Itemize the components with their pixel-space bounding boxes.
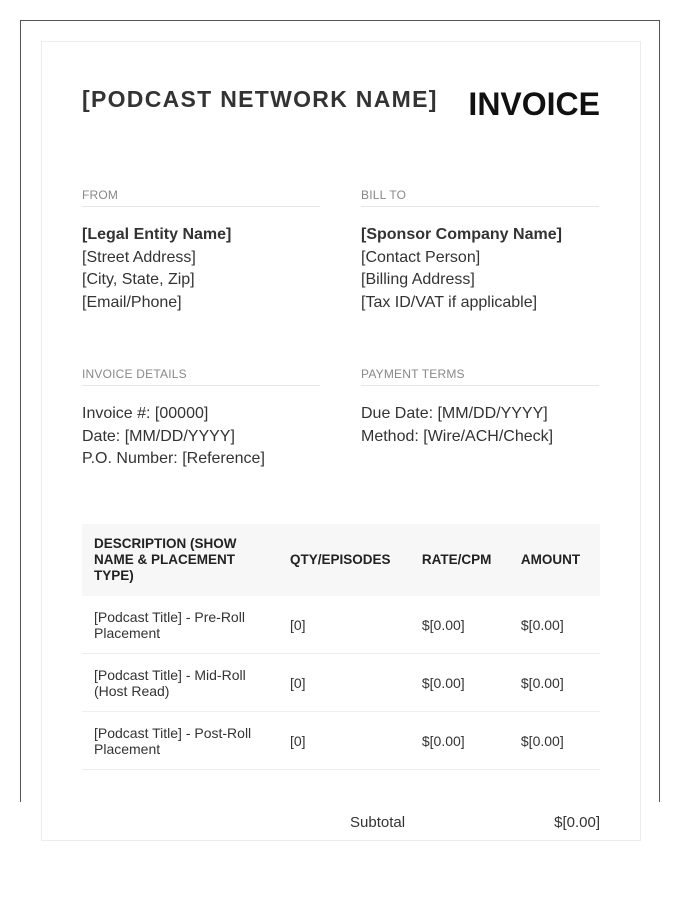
row-rate: $[0.00]	[410, 654, 509, 712]
document-frame	[20, 20, 660, 831]
payment-method: Method: [Wire/ACH/Check]	[361, 427, 554, 445]
subtotal-label: Subtotal	[350, 814, 406, 831]
payment-terms-section	[361, 367, 599, 448]
from-entity-name: [Legal Entity Name]	[82, 226, 232, 243]
network-name: [PODCAST NETWORK NAME]	[82, 86, 438, 112]
row-rate: $[0.00]	[410, 596, 509, 654]
from-street: [Street Address]	[82, 248, 196, 266]
row-rate: $[0.00]	[410, 712, 509, 770]
column-header-rate: RATE/CPM	[410, 524, 509, 596]
invoice-details-section	[82, 367, 320, 471]
subtotal-value: $[0.00]	[554, 814, 600, 831]
line-items-table	[82, 524, 600, 770]
column-header-amount: AMOUNT	[509, 524, 600, 596]
table-row	[82, 654, 600, 712]
invoice-details-label: INVOICE DETAILS	[82, 367, 320, 386]
bill-to-company-name: [Sponsor Company Name]	[361, 226, 562, 243]
po-number: P.O. Number: [Reference]	[82, 450, 265, 467]
bill-to-contact-person: [Contact Person]	[361, 248, 481, 266]
payment-terms-label: PAYMENT TERMS	[361, 367, 599, 386]
column-header-description: DESCRIPTION (SHOW NAME & PLACEMENT TYPE)	[82, 524, 278, 596]
row-qty: [0]	[278, 654, 410, 712]
table-row	[82, 712, 600, 770]
from-city-state-zip: [City, State, Zip]	[82, 271, 195, 288]
bill-to-billing-address: [Billing Address]	[361, 271, 475, 288]
from-contact: [Email/Phone]	[82, 293, 182, 311]
table-header-row	[82, 524, 600, 596]
bill-to-label: BILL TO	[361, 188, 599, 207]
row-amount: $[0.00]	[509, 654, 600, 712]
row-amount: $[0.00]	[509, 596, 600, 654]
invoice-title: INVOICE	[468, 86, 600, 122]
invoice-date: Date: [MM/DD/YYYY]	[82, 427, 235, 445]
row-description: [Podcast Title] - Pre-Roll Placement	[82, 596, 278, 654]
bill-to-section	[361, 188, 599, 314]
invoice-number: Invoice #: [00000]	[82, 405, 209, 422]
row-description: [Podcast Title] - Post-Roll Placement	[82, 712, 278, 770]
row-qty: [0]	[278, 712, 410, 770]
due-date: Due Date: [MM/DD/YYYY]	[361, 405, 548, 422]
table-row	[82, 596, 600, 654]
column-header-qty: QTY/EPISODES	[278, 524, 410, 596]
from-section	[82, 188, 320, 314]
row-qty: [0]	[278, 596, 410, 654]
row-description: [Podcast Title] - Mid-Roll (Host Read)	[82, 654, 278, 712]
from-label: FROM	[82, 188, 320, 207]
bill-to-tax-id: [Tax ID/VAT if applicable]	[361, 293, 538, 311]
row-amount: $[0.00]	[509, 712, 600, 770]
invoice-sheet	[41, 41, 641, 841]
